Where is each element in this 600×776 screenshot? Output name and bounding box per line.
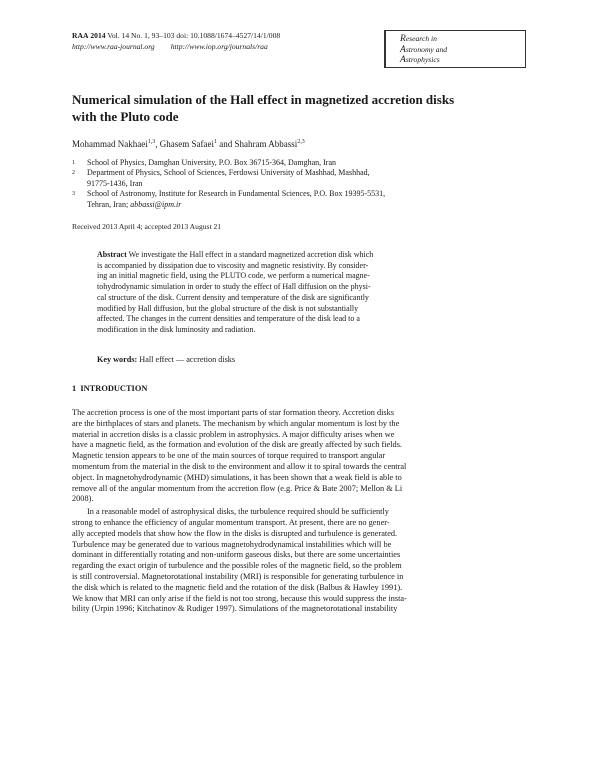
keywords-label: Key words: — [97, 355, 138, 364]
journal-url[interactable]: http://www.raa-journal.org — [72, 42, 155, 51]
url-line — [72, 41, 280, 52]
affiliation-item: 3 School of Astronomy, Institute for Research in Fundamental Sciences, P.O. Box 19395-5531, Tehran, Iran; abbassi@ipm.ir — [72, 189, 386, 209]
journal-logo: Research in Astronomy and Astrophysics — [384, 30, 526, 68]
author-list: Mohammad Nakhaei$^{1,3}$, Ghasem Safaei$^1$ and Shahram Abbassi$^{2,3}$ — [72, 139, 305, 149]
iop-url[interactable]: http://www.iop.org/journals/raa — [170, 42, 268, 51]
received-dates: Received 2013 April 4; accepted 2013 August 21 — [72, 222, 222, 231]
affiliation-item: 1 School of Physics, Damghan University, P.O. Box 36715-364, Damghan, Iran — [72, 158, 337, 167]
section-heading: 1 INTRODUCTION — [72, 384, 148, 393]
doi: doi: 10.1088/1674–4527/14/1/008 — [176, 31, 281, 40]
email-link[interactable]: abbassi@ipm.ir — [130, 199, 182, 209]
author-affil-sup: 2,3 — [297, 139, 305, 145]
abstract: Abstract We investigate the Hall effect in a standard magnetized accretion disk which is accompanied by dissipation due to viscosity and magnetic resistivity. By consider- ing an initial magnetic field, using the PLUTO code, we perform a numerical magne- tohydrodynamic simulation in order to study the effect of Hall diffusion on the physi- cal structure of the disk. Current density and temperature of the disk are significantly modified by Hall diffusion, but the global structure of the disk is not substantially affected. The changes in the current densities and temperature of the disk lead to a modification in the disk luminosity and radiation. — [97, 250, 374, 334]
author-name: Ghasem Safaei — [159, 139, 214, 149]
citation-line — [72, 30, 280, 41]
body-text — [72, 408, 532, 615]
affiliation-item: 2 Department of Physics, School of Sciences, Ferdowsi University of Mashhad, Mashhad, 91775-1436, Iran — [72, 168, 370, 188]
keywords-text: Hall effect — accretion disks — [139, 355, 236, 364]
journal-abbrev: RAA — [72, 31, 89, 40]
paper-title: Numerical simulation of the Hall effect in magnetized accretion disks with the Pluto code — [72, 92, 455, 124]
paragraph: The accretion process is one of the most important parts of star formation theory. Accretion disks are the birthplaces of stars and planets. The mechanism by which angular momentum is lost by the material in accretion disks is a classic problem in astrophysics. A major difficulty arises when we have a magnetic field, as the formation and evolution of the disk are greatly affected by such fields. Magnetic tension appears to be one of the main sources of torque required to transport angular momentum from the material in the disk to the environment and allow it to spiral towards the central object. In magnetohydrodynamic (MHD) simulations, it has been shown that a weak field is able to remove all of the angular momentum from the accretion flow (e.g. Price & Bate 2007; Mellon & Li 2008). — [72, 408, 407, 504]
abstract-label: Abstract — [97, 250, 127, 259]
author-name: Mohammad Nakhaei — [72, 139, 148, 149]
affiliations — [72, 158, 385, 210]
author-affil-sup: 1 — [213, 139, 217, 145]
journal-year: 2014 — [90, 31, 106, 40]
volume-info: Vol. 14 No. 1, 93–103 — [107, 31, 175, 40]
author-name: Shahram Abbassi — [234, 139, 298, 149]
journal-header — [72, 30, 280, 52]
paragraph: In a reasonable model of astrophysical disks, the turbulence required should be sufficiently strong to enhance the efficiency of angular momentum transport. At present, there are no gener- ally accepted models that show how the flow in the disks is disrupted and turbulence is generated. Turbulence may be generated due to various magnetohydrodynamical instabilities which will be dominant in differentially rotating and non-uniform gaseous disks, but there are some uncertainties regarding the exact origin of turbulence and the possible roles of the magnetic field, so the problem is still controversial. Magnetorotational instability (MRI) is responsible for generating turbulence in the disk which is related to the magnetic field and the rotation of the disk (Balbus & Hawley 1991). We know that MRI can only arise if the field is not too strong, because this would suppress the insta- bility (Urpin 1996; Kitchatinov & Rudiger 1997). Simulations of the magnetorotational instability — [72, 507, 407, 614]
author-affil-sup: 1,3 — [147, 139, 156, 145]
keywords — [97, 355, 235, 364]
